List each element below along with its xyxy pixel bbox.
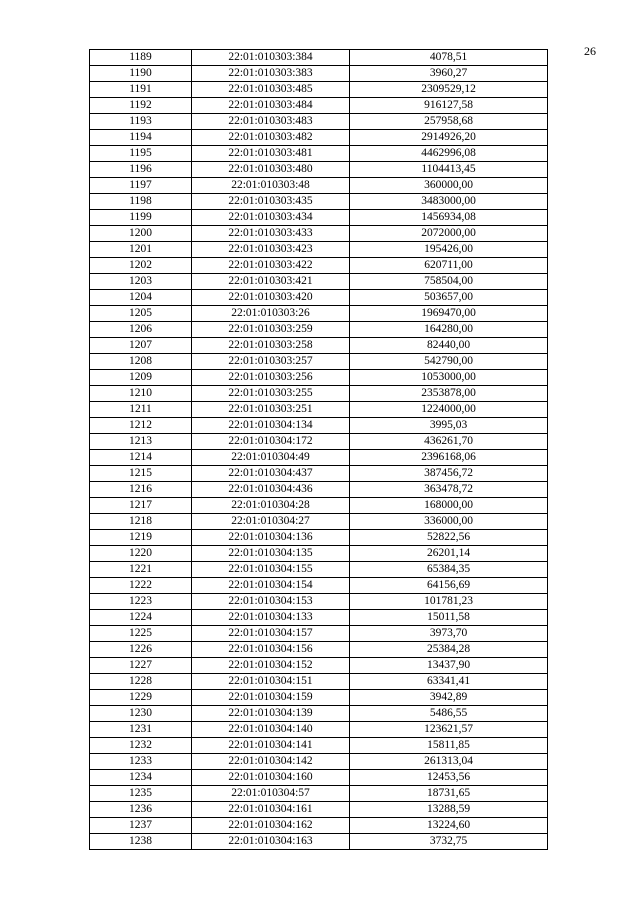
row-number-cell: 1215 bbox=[90, 466, 192, 482]
value-cell: 15811,85 bbox=[350, 738, 548, 754]
table-row bbox=[90, 162, 548, 178]
row-number-cell: 1194 bbox=[90, 130, 192, 146]
row-number-cell: 1234 bbox=[90, 770, 192, 786]
cadastral-number-cell: 22:01:010303:258 bbox=[192, 338, 350, 354]
table-row bbox=[90, 274, 548, 290]
table-row bbox=[90, 530, 548, 546]
value-cell: 13437,90 bbox=[350, 658, 548, 674]
value-cell: 15011,58 bbox=[350, 610, 548, 626]
value-cell: 916127,58 bbox=[350, 98, 548, 114]
table-row bbox=[90, 98, 548, 114]
page-number: 26 bbox=[584, 44, 596, 58]
table-row bbox=[90, 610, 548, 626]
cadastral-number-cell: 22:01:010304:133 bbox=[192, 610, 350, 626]
table-row bbox=[90, 82, 548, 98]
value-cell: 82440,00 bbox=[350, 338, 548, 354]
row-number-cell: 1193 bbox=[90, 114, 192, 130]
table-row bbox=[90, 338, 548, 354]
row-number-cell: 1222 bbox=[90, 578, 192, 594]
value-cell: 164280,00 bbox=[350, 322, 548, 338]
value-cell: 2353878,00 bbox=[350, 386, 548, 402]
cadastral-number-cell: 22:01:010304:154 bbox=[192, 578, 350, 594]
row-number-cell: 1201 bbox=[90, 242, 192, 258]
cadastral-number-cell: 22:01:010303:480 bbox=[192, 162, 350, 178]
value-cell: 3732,75 bbox=[350, 834, 548, 850]
value-cell: 65384,35 bbox=[350, 562, 548, 578]
cadastral-number-cell: 22:01:010304:151 bbox=[192, 674, 350, 690]
table-row bbox=[90, 178, 548, 194]
table-row bbox=[90, 562, 548, 578]
table-row bbox=[90, 674, 548, 690]
value-cell: 3995,03 bbox=[350, 418, 548, 434]
table-row bbox=[90, 498, 548, 514]
cadastral-number-cell: 22:01:010304:27 bbox=[192, 514, 350, 530]
row-number-cell: 1235 bbox=[90, 786, 192, 802]
table-row bbox=[90, 418, 548, 434]
value-cell: 26201,14 bbox=[350, 546, 548, 562]
cadastral-number-cell: 22:01:010303:384 bbox=[192, 50, 350, 66]
row-number-cell: 1223 bbox=[90, 594, 192, 610]
row-number-cell: 1233 bbox=[90, 754, 192, 770]
value-cell: 257958,68 bbox=[350, 114, 548, 130]
table-row bbox=[90, 450, 548, 466]
value-cell: 123621,57 bbox=[350, 722, 548, 738]
value-cell: 1969470,00 bbox=[350, 306, 548, 322]
row-number-cell: 1237 bbox=[90, 818, 192, 834]
cadastral-number-cell: 22:01:010304:49 bbox=[192, 450, 350, 466]
cadastral-number-cell: 22:01:010304:136 bbox=[192, 530, 350, 546]
cadastral-number-cell: 22:01:010304:437 bbox=[192, 466, 350, 482]
table-row bbox=[90, 226, 548, 242]
row-number-cell: 1231 bbox=[90, 722, 192, 738]
row-number-cell: 1229 bbox=[90, 690, 192, 706]
value-cell: 1053000,00 bbox=[350, 370, 548, 386]
table-row bbox=[90, 642, 548, 658]
value-cell: 12453,56 bbox=[350, 770, 548, 786]
cadastral-number-cell: 22:01:010303:48 bbox=[192, 178, 350, 194]
value-cell: 620711,00 bbox=[350, 258, 548, 274]
cadastral-number-cell: 22:01:010303:482 bbox=[192, 130, 350, 146]
table-row bbox=[90, 594, 548, 610]
cadastral-number-cell: 22:01:010303:483 bbox=[192, 114, 350, 130]
cadastral-table bbox=[89, 49, 548, 850]
row-number-cell: 1226 bbox=[90, 642, 192, 658]
cadastral-number-cell: 22:01:010303:251 bbox=[192, 402, 350, 418]
table-row bbox=[90, 722, 548, 738]
cadastral-number-cell: 22:01:010303:383 bbox=[192, 66, 350, 82]
row-number-cell: 1225 bbox=[90, 626, 192, 642]
cadastral-number-cell: 22:01:010304:139 bbox=[192, 706, 350, 722]
table-row bbox=[90, 658, 548, 674]
cadastral-number-cell: 22:01:010303:423 bbox=[192, 242, 350, 258]
table-row bbox=[90, 114, 548, 130]
table-row bbox=[90, 754, 548, 770]
row-number-cell: 1199 bbox=[90, 210, 192, 226]
row-number-cell: 1192 bbox=[90, 98, 192, 114]
value-cell: 2072000,00 bbox=[350, 226, 548, 242]
value-cell: 1104413,45 bbox=[350, 162, 548, 178]
value-cell: 503657,00 bbox=[350, 290, 548, 306]
value-cell: 360000,00 bbox=[350, 178, 548, 194]
value-cell: 195426,00 bbox=[350, 242, 548, 258]
value-cell: 4078,51 bbox=[350, 50, 548, 66]
cadastral-number-cell: 22:01:010304:159 bbox=[192, 690, 350, 706]
table-row bbox=[90, 50, 548, 66]
cadastral-number-cell: 22:01:010304:140 bbox=[192, 722, 350, 738]
value-cell: 5486,55 bbox=[350, 706, 548, 722]
row-number-cell: 1230 bbox=[90, 706, 192, 722]
row-number-cell: 1208 bbox=[90, 354, 192, 370]
table-row bbox=[90, 370, 548, 386]
table-row bbox=[90, 786, 548, 802]
table-row bbox=[90, 626, 548, 642]
value-cell: 101781,23 bbox=[350, 594, 548, 610]
table-row bbox=[90, 834, 548, 850]
cadastral-number-cell: 22:01:010304:163 bbox=[192, 834, 350, 850]
table-row bbox=[90, 66, 548, 82]
table-row bbox=[90, 354, 548, 370]
table-row bbox=[90, 194, 548, 210]
cadastral-number-cell: 22:01:010303:422 bbox=[192, 258, 350, 274]
table-row bbox=[90, 706, 548, 722]
row-number-cell: 1217 bbox=[90, 498, 192, 514]
table-row bbox=[90, 258, 548, 274]
row-number-cell: 1205 bbox=[90, 306, 192, 322]
cadastral-number-cell: 22:01:010303:433 bbox=[192, 226, 350, 242]
value-cell: 64156,69 bbox=[350, 578, 548, 594]
row-number-cell: 1216 bbox=[90, 482, 192, 498]
value-cell: 13288,59 bbox=[350, 802, 548, 818]
value-cell: 3973,70 bbox=[350, 626, 548, 642]
cadastral-number-cell: 22:01:010304:141 bbox=[192, 738, 350, 754]
cadastral-number-cell: 22:01:010304:153 bbox=[192, 594, 350, 610]
table-row bbox=[90, 306, 548, 322]
row-number-cell: 1200 bbox=[90, 226, 192, 242]
row-number-cell: 1214 bbox=[90, 450, 192, 466]
row-number-cell: 1236 bbox=[90, 802, 192, 818]
cadastral-number-cell: 22:01:010304:134 bbox=[192, 418, 350, 434]
cadastral-number-cell: 22:01:010303:26 bbox=[192, 306, 350, 322]
table-row bbox=[90, 818, 548, 834]
table-body bbox=[90, 50, 548, 850]
value-cell: 25384,28 bbox=[350, 642, 548, 658]
table-row bbox=[90, 210, 548, 226]
row-number-cell: 1189 bbox=[90, 50, 192, 66]
value-cell: 542790,00 bbox=[350, 354, 548, 370]
value-cell: 758504,00 bbox=[350, 274, 548, 290]
cadastral-number-cell: 22:01:010304:57 bbox=[192, 786, 350, 802]
value-cell: 3960,27 bbox=[350, 66, 548, 82]
value-cell: 3483000,00 bbox=[350, 194, 548, 210]
table-row bbox=[90, 130, 548, 146]
row-number-cell: 1191 bbox=[90, 82, 192, 98]
cadastral-number-cell: 22:01:010303:257 bbox=[192, 354, 350, 370]
cadastral-number-cell: 22:01:010303:420 bbox=[192, 290, 350, 306]
row-number-cell: 1210 bbox=[90, 386, 192, 402]
row-number-cell: 1195 bbox=[90, 146, 192, 162]
cadastral-number-cell: 22:01:010304:157 bbox=[192, 626, 350, 642]
value-cell: 3942,89 bbox=[350, 690, 548, 706]
value-cell: 261313,04 bbox=[350, 754, 548, 770]
cadastral-number-cell: 22:01:010304:160 bbox=[192, 770, 350, 786]
value-cell: 387456,72 bbox=[350, 466, 548, 482]
value-cell: 168000,00 bbox=[350, 498, 548, 514]
table-row bbox=[90, 434, 548, 450]
row-number-cell: 1212 bbox=[90, 418, 192, 434]
row-number-cell: 1220 bbox=[90, 546, 192, 562]
value-cell: 336000,00 bbox=[350, 514, 548, 530]
value-cell: 2396168,06 bbox=[350, 450, 548, 466]
cadastral-number-cell: 22:01:010303:485 bbox=[192, 82, 350, 98]
table-row bbox=[90, 146, 548, 162]
row-number-cell: 1227 bbox=[90, 658, 192, 674]
cadastral-number-cell: 22:01:010303:421 bbox=[192, 274, 350, 290]
row-number-cell: 1218 bbox=[90, 514, 192, 530]
row-number-cell: 1219 bbox=[90, 530, 192, 546]
row-number-cell: 1228 bbox=[90, 674, 192, 690]
table-row bbox=[90, 242, 548, 258]
cadastral-number-cell: 22:01:010304:156 bbox=[192, 642, 350, 658]
cadastral-number-cell: 22:01:010304:161 bbox=[192, 802, 350, 818]
table-row bbox=[90, 578, 548, 594]
table-row bbox=[90, 738, 548, 754]
table-row bbox=[90, 482, 548, 498]
value-cell: 363478,72 bbox=[350, 482, 548, 498]
cadastral-number-cell: 22:01:010303:484 bbox=[192, 98, 350, 114]
cadastral-number-cell: 22:01:010304:436 bbox=[192, 482, 350, 498]
table-row bbox=[90, 386, 548, 402]
value-cell: 63341,41 bbox=[350, 674, 548, 690]
cadastral-number-cell: 22:01:010304:162 bbox=[192, 818, 350, 834]
cadastral-number-cell: 22:01:010304:172 bbox=[192, 434, 350, 450]
table-row bbox=[90, 546, 548, 562]
cadastral-number-cell: 22:01:010303:259 bbox=[192, 322, 350, 338]
value-cell: 13224,60 bbox=[350, 818, 548, 834]
row-number-cell: 1209 bbox=[90, 370, 192, 386]
table-row bbox=[90, 690, 548, 706]
cadastral-number-cell: 22:01:010304:135 bbox=[192, 546, 350, 562]
cadastral-number-cell: 22:01:010304:152 bbox=[192, 658, 350, 674]
value-cell: 1456934,08 bbox=[350, 210, 548, 226]
value-cell: 18731,65 bbox=[350, 786, 548, 802]
cadastral-number-cell: 22:01:010304:155 bbox=[192, 562, 350, 578]
row-number-cell: 1232 bbox=[90, 738, 192, 754]
cadastral-number-cell: 22:01:010304:142 bbox=[192, 754, 350, 770]
cadastral-number-cell: 22:01:010303:435 bbox=[192, 194, 350, 210]
table-row bbox=[90, 322, 548, 338]
table-row bbox=[90, 290, 548, 306]
value-cell: 436261,70 bbox=[350, 434, 548, 450]
table-row bbox=[90, 514, 548, 530]
value-cell: 2914926,20 bbox=[350, 130, 548, 146]
row-number-cell: 1221 bbox=[90, 562, 192, 578]
cadastral-number-cell: 22:01:010303:434 bbox=[192, 210, 350, 226]
cadastral-number-cell: 22:01:010303:481 bbox=[192, 146, 350, 162]
row-number-cell: 1211 bbox=[90, 402, 192, 418]
row-number-cell: 1206 bbox=[90, 322, 192, 338]
table-row bbox=[90, 402, 548, 418]
row-number-cell: 1197 bbox=[90, 178, 192, 194]
cadastral-number-cell: 22:01:010303:256 bbox=[192, 370, 350, 386]
row-number-cell: 1190 bbox=[90, 66, 192, 82]
value-cell: 52822,56 bbox=[350, 530, 548, 546]
row-number-cell: 1198 bbox=[90, 194, 192, 210]
row-number-cell: 1202 bbox=[90, 258, 192, 274]
cadastral-number-cell: 22:01:010303:255 bbox=[192, 386, 350, 402]
row-number-cell: 1196 bbox=[90, 162, 192, 178]
row-number-cell: 1213 bbox=[90, 434, 192, 450]
value-cell: 2309529,12 bbox=[350, 82, 548, 98]
row-number-cell: 1224 bbox=[90, 610, 192, 626]
row-number-cell: 1238 bbox=[90, 834, 192, 850]
value-cell: 1224000,00 bbox=[350, 402, 548, 418]
table-row bbox=[90, 466, 548, 482]
cadastral-number-cell: 22:01:010304:28 bbox=[192, 498, 350, 514]
row-number-cell: 1204 bbox=[90, 290, 192, 306]
value-cell: 4462996,08 bbox=[350, 146, 548, 162]
row-number-cell: 1203 bbox=[90, 274, 192, 290]
table-row bbox=[90, 802, 548, 818]
row-number-cell: 1207 bbox=[90, 338, 192, 354]
table-row bbox=[90, 770, 548, 786]
